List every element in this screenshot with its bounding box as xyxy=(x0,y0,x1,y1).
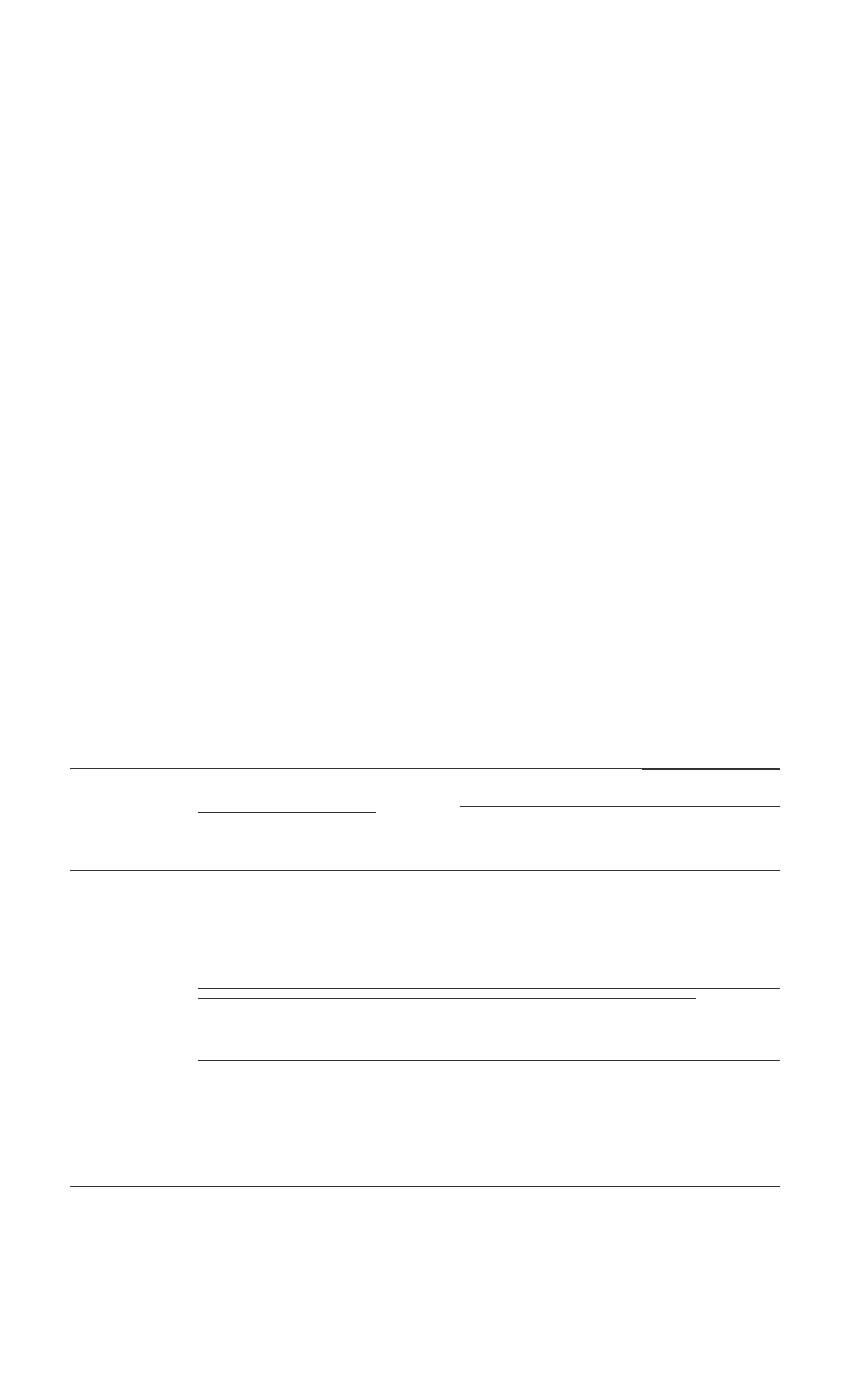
left-column xyxy=(70,138,408,160)
right-column xyxy=(432,138,770,154)
silver-group-header xyxy=(642,774,780,788)
material-header xyxy=(376,790,458,808)
page-header xyxy=(0,88,863,112)
